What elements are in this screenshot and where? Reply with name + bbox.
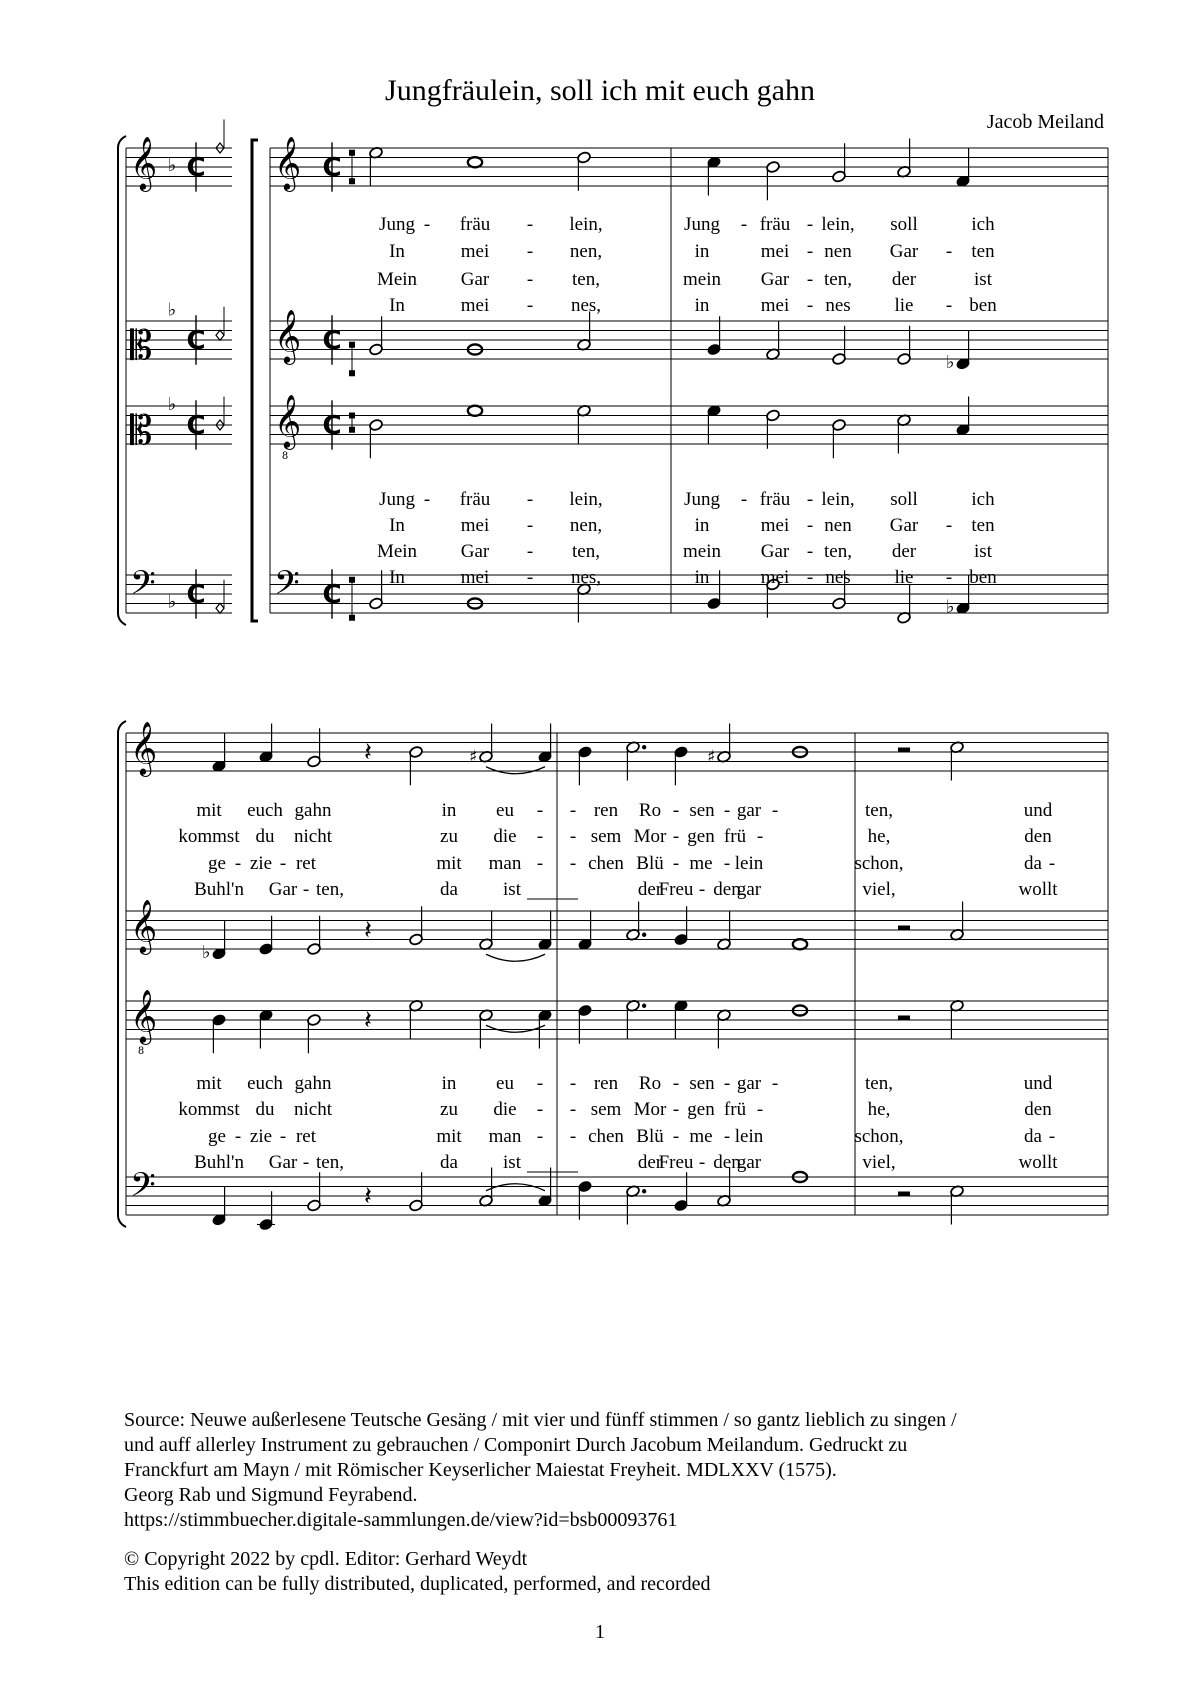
lyric-hyphen: -	[698, 879, 706, 900]
cut-time-icon: C	[186, 411, 206, 442]
lyric-syllable: ren	[593, 1073, 619, 1094]
quarter-rest-icon: 𝄽	[364, 1181, 372, 1212]
treble-8-clef-icon: 𝄞	[130, 988, 158, 1043]
lyric-syllable: frü	[723, 1099, 747, 1120]
lyric-hyphen: -	[536, 800, 544, 821]
incipit-breve	[216, 603, 224, 613]
lyric-syllable: da	[440, 1152, 458, 1173]
lyric-syllable: ist	[974, 269, 992, 290]
lyric-syllable: man	[488, 853, 522, 874]
system-bracket	[252, 140, 258, 621]
lyric-syllable: ben	[969, 567, 997, 588]
lyric-syllable: nen,	[569, 241, 603, 262]
lyric-syllable: sem	[590, 826, 622, 847]
lyric-syllable: euch	[247, 800, 283, 821]
range-note	[349, 342, 355, 348]
lyric-hyphen: -	[672, 1099, 680, 1120]
lyric-syllable: kommst	[178, 1099, 240, 1120]
source-line: Franckfurt am Mayn / mit Römischer Keyserlicher Maiestat Freyheit. MDLXXV (1575).	[124, 1459, 837, 1481]
lyric-syllable: ret	[295, 1126, 317, 1147]
lyric-syllable: mei	[760, 515, 790, 536]
lyric-syllable: In	[389, 515, 405, 536]
lyric-syllable: ich	[971, 214, 995, 235]
lyric-syllable: Ro	[638, 800, 662, 821]
cut-time-icon: C	[322, 411, 342, 442]
title: Jungfräulein, soll ich mit euch gahn	[385, 74, 815, 107]
lyric-syllable: ten,	[865, 800, 893, 821]
lyric-syllable: Mein	[376, 541, 418, 562]
whole-note	[468, 157, 482, 167]
lyric-syllable: soll	[890, 214, 918, 235]
lyric-syllable: der	[637, 1152, 663, 1173]
source-line: Source: Neuwe außerlesene Teutsche Gesäng / mit vier und fünff stimmen / so gantz lieblich zu singen /	[124, 1409, 957, 1431]
lyric-syllable: lie	[894, 567, 914, 588]
lyric-syllable: mei	[460, 567, 490, 588]
lyric-hyphen: -	[806, 515, 814, 536]
lyric-syllable: ten,	[572, 541, 600, 562]
lyric-hyphen: -	[672, 1073, 680, 1094]
lyric-hyphen: -	[806, 541, 814, 562]
range-note	[349, 615, 355, 621]
lyric-hyphen: -	[672, 826, 680, 847]
lyric-syllable: ben	[969, 295, 997, 316]
lyric-syllable: soll	[890, 489, 918, 510]
lyric-hyphen: -	[806, 489, 814, 510]
lyric-syllable: in	[694, 567, 710, 588]
lyric-syllable: Gar	[760, 541, 790, 562]
lyric-syllable: ist	[503, 1152, 521, 1173]
lyric-hyphen: -	[806, 295, 814, 316]
lyric-syllable: lein	[734, 1126, 764, 1147]
lyric-syllable: nes,	[570, 567, 602, 588]
lyric-syllable: in	[694, 295, 710, 316]
range-note	[349, 427, 355, 433]
half-rest	[898, 748, 910, 753]
lyric-syllable: frü	[723, 826, 747, 847]
lyric-hyphen: -	[771, 1073, 779, 1094]
lyric-syllable: me	[689, 1126, 713, 1147]
range-note	[349, 150, 355, 156]
range-note	[349, 413, 355, 419]
lyric-syllable: mein	[683, 269, 721, 290]
lyric-hyphen: -	[806, 567, 814, 588]
lyric-hyphen: -	[423, 489, 431, 510]
lyric-hyphen: -	[1048, 1126, 1056, 1147]
lyric-syllable: Ro	[638, 1073, 662, 1094]
tie	[486, 1025, 545, 1032]
flat-icon: ♭	[945, 596, 955, 618]
lyric-syllable: da	[1024, 1126, 1042, 1147]
half-rest	[898, 926, 910, 931]
lyric-syllable: fräu	[459, 214, 491, 235]
lyric-syllable: nen	[824, 241, 852, 262]
lyric-hyphen: -	[672, 1126, 680, 1147]
treble-clef-icon: 𝄞	[130, 720, 158, 775]
lyric-hyphen: -	[723, 1073, 731, 1094]
lyric-syllable: zie	[249, 1126, 273, 1147]
lyric-hyphen: -	[945, 567, 953, 588]
lyric-syllable: ge	[208, 1126, 226, 1147]
lyric-syllable: den	[1024, 826, 1052, 847]
lyric-syllable: ten,	[316, 879, 344, 900]
lyric-syllable: mei	[760, 241, 790, 262]
cut-time-icon: C	[186, 153, 206, 184]
source-line: Georg Rab und Sigmund Feyrabend.	[124, 1484, 418, 1506]
lyric-hyphen: -	[740, 489, 748, 510]
lyric-syllable: nicht	[294, 1099, 332, 1120]
lyric-syllable: eu	[496, 800, 514, 821]
lyric-syllable: die	[493, 826, 517, 847]
lyric-syllable: In	[389, 295, 405, 316]
lyric-syllable: mit	[436, 853, 462, 874]
incipit-breve	[216, 330, 224, 340]
lyric-syllable: gar	[736, 1073, 762, 1094]
lyric-syllable: du	[255, 826, 275, 847]
lyric-hyphen: -	[526, 541, 534, 562]
lyric-syllable: der	[891, 541, 917, 562]
lyric-syllable: mit	[196, 1073, 222, 1094]
lyric-syllable: he,	[867, 1099, 891, 1120]
lyric-syllable: ge	[208, 853, 226, 874]
dot	[642, 745, 646, 749]
lyric-syllable: lein,	[821, 489, 855, 510]
lyric-syllable: ten	[971, 241, 995, 262]
lyric-syllable: mei	[460, 295, 490, 316]
system-brace	[118, 136, 126, 625]
lyric-syllable: in	[694, 241, 710, 262]
cut-time-icon: C	[186, 326, 206, 357]
lyric-syllable: gahn	[294, 800, 332, 821]
composer: Jacob Meiland	[986, 111, 1104, 133]
source-line: und auff allerley Instrument zu gebrauchen / Componirt Durch Jacobum Meilandum. Gedruckt zu	[124, 1434, 908, 1456]
lyric-hyphen: -	[302, 1152, 310, 1173]
flat-icon: ♭	[167, 394, 177, 415]
treble-clef-icon: 𝄞	[130, 898, 158, 953]
sharp-icon: ♯	[707, 746, 716, 767]
lyric-hyphen: -	[569, 1073, 577, 1094]
source-notes	[124, 1408, 1124, 1597]
lyric-syllable: da	[1024, 853, 1042, 874]
lyric-syllable: gahn	[294, 1073, 332, 1094]
whole-note	[793, 939, 807, 949]
lyric-syllable: gar	[736, 879, 762, 900]
quarter-rest-icon: 𝄽	[364, 1005, 372, 1036]
lyric-hyphen: -	[698, 1152, 706, 1173]
lyric-syllable: lein	[734, 853, 764, 874]
lyric-syllable: Jung	[684, 214, 720, 235]
lyric-syllable: gar	[736, 1152, 762, 1173]
lyric-syllable: du	[255, 1099, 275, 1120]
lyric-syllable: zu	[440, 1099, 458, 1120]
treble-clef-icon: 𝄞	[130, 135, 158, 190]
lyric-hyphen: -	[526, 269, 534, 290]
lyric-syllable: fräu	[459, 489, 491, 510]
lyric-syllable: ten,	[824, 541, 852, 562]
lyric-syllable: ich	[971, 489, 995, 510]
lyric-syllable: euch	[247, 1073, 283, 1094]
lyric-hyphen: -	[569, 826, 577, 847]
lyric-hyphen: -	[740, 214, 748, 235]
lyric-syllable: mei	[460, 241, 490, 262]
lyric-syllable: Mor	[633, 826, 667, 847]
lyric-hyphen: -	[234, 1126, 242, 1147]
lyric-hyphen: -	[526, 489, 534, 510]
lyric-hyphen: -	[536, 826, 544, 847]
lyric-syllable: lein,	[569, 489, 603, 510]
flat-icon: ♭	[167, 155, 177, 176]
dot	[642, 933, 646, 937]
lyric-hyphen: -	[279, 853, 287, 874]
cut-time-icon: C	[186, 580, 206, 611]
lyric-hyphen: -	[756, 826, 764, 847]
lyric-hyphen: -	[536, 853, 544, 874]
lyric-syllable: ist	[974, 541, 992, 562]
lyric-syllable: fräu	[759, 489, 791, 510]
lyric-syllable: nes	[825, 567, 851, 588]
lyric-hyphen: -	[1048, 853, 1056, 874]
lyric-syllable: gen	[687, 826, 715, 847]
lyric-syllable: In	[389, 241, 405, 262]
range-note	[349, 370, 355, 376]
lyric-hyphen: -	[672, 853, 680, 874]
lyric-syllable: wollt	[1018, 879, 1058, 900]
lyric-hyphen: -	[806, 269, 814, 290]
lyric-syllable: chen	[588, 853, 624, 874]
cut-time-icon: C	[322, 153, 342, 184]
lyric-hyphen: -	[723, 1126, 731, 1147]
lyric-syllable: der	[891, 269, 917, 290]
lyric-syllable: Mor	[633, 1099, 667, 1120]
lyric-syllable: Gar	[460, 541, 490, 562]
lyric-hyphen: -	[279, 1126, 287, 1147]
lyric-syllable: und	[1023, 1073, 1053, 1094]
lyric-syllable: sen	[689, 1073, 715, 1094]
tie	[486, 1184, 545, 1191]
lyric-syllable: In	[389, 567, 405, 588]
lyric-syllable: nen,	[569, 515, 603, 536]
lyric-syllable: fräu	[759, 214, 791, 235]
dot	[642, 1189, 646, 1193]
flat-icon: ♭	[167, 299, 177, 321]
octave-mark: 8	[281, 451, 289, 463]
c-clef-icon: 𝄡	[130, 323, 153, 369]
lyric-syllable: Gar	[460, 269, 490, 290]
lyric-syllable: Freu	[658, 879, 694, 900]
lyric-syllable: he,	[867, 826, 891, 847]
lyric-syllable: die	[493, 1099, 517, 1120]
dot	[642, 1004, 646, 1008]
bass-clef-icon: 𝄢	[130, 1166, 156, 1213]
lyric-hyphen: -	[526, 515, 534, 536]
lyric-syllable: nicht	[294, 826, 332, 847]
lyric-syllable: ren	[593, 800, 619, 821]
cut-time-icon: C	[322, 326, 342, 357]
lyric-syllable: ten,	[316, 1152, 344, 1173]
lyric-syllable: Gar	[889, 241, 919, 262]
lyric-syllable: me	[689, 853, 713, 874]
lyric-syllable: ten,	[572, 269, 600, 290]
quarter-rest-icon: 𝄽	[364, 915, 372, 946]
lyric-hyphen: -	[234, 853, 242, 874]
range-note	[349, 178, 355, 184]
lyric-syllable: der	[637, 879, 663, 900]
lyric-syllable: mei	[760, 567, 790, 588]
lyric-syllable: mein	[683, 541, 721, 562]
lyric-hyphen: -	[569, 800, 577, 821]
half-rest	[898, 1016, 910, 1021]
c-clef-icon: 𝄡	[130, 408, 153, 454]
lyric-syllable: mit	[436, 1126, 462, 1147]
whole-note	[468, 406, 482, 416]
lyric-hyphen: -	[945, 295, 953, 316]
lyric-syllable: Gar	[268, 1152, 298, 1173]
quarter-rest-icon: 𝄽	[364, 737, 372, 768]
lyric-hyphen: -	[526, 214, 534, 235]
lyric-syllable: und	[1023, 800, 1053, 821]
lyric-syllable: lie	[894, 295, 914, 316]
lyric-syllable: Gar	[760, 269, 790, 290]
lyric-hyphen: -	[526, 241, 534, 262]
lyric-syllable: in	[441, 1073, 457, 1094]
lyric-hyphen: -	[806, 214, 814, 235]
copyright-line: This edition can be fully distributed, duplicated, performed, and recorded	[124, 1573, 711, 1595]
treble-clef-icon: 𝄞	[274, 308, 302, 363]
range-note	[349, 577, 355, 583]
lyric-syllable: man	[488, 1126, 522, 1147]
lyric-syllable: Buhl'n	[194, 879, 244, 900]
lyric-hyphen: -	[536, 1126, 544, 1147]
lyric-syllable: sem	[590, 1099, 622, 1120]
lyric-syllable: Gar	[268, 879, 298, 900]
lyric-hyphen: -	[945, 515, 953, 536]
lyric-syllable: kommst	[178, 826, 240, 847]
system-brace	[118, 721, 126, 1227]
lyric-syllable: den	[713, 1152, 741, 1173]
lyric-syllable: zie	[249, 853, 273, 874]
lyric-syllable: nes	[825, 295, 851, 316]
lyric-syllable: mei	[460, 515, 490, 536]
sharp-icon: ♯	[469, 746, 478, 767]
lyric-syllable: chen	[588, 1126, 624, 1147]
lyric-syllable: Buhl'n	[194, 1152, 244, 1173]
lyric-syllable: ten,	[824, 269, 852, 290]
lyric-syllable: ret	[295, 853, 317, 874]
lyric-hyphen: -	[771, 800, 779, 821]
lyric-syllable: gar	[736, 800, 762, 821]
lyric-syllable: nen	[824, 515, 852, 536]
lyric-syllable: in	[441, 800, 457, 821]
lyric-syllable: schon,	[854, 853, 904, 874]
bass-clef-icon: 𝄢	[274, 564, 300, 611]
tie	[486, 767, 545, 774]
lyric-syllable: in	[694, 515, 710, 536]
lyric-hyphen: -	[723, 853, 731, 874]
bass-clef-icon: 𝄢	[130, 564, 156, 611]
lyric-syllable: den	[713, 879, 741, 900]
lyric-syllable: schon,	[854, 1126, 904, 1147]
lyric-hyphen: -	[302, 879, 310, 900]
lyric-syllable: viel,	[862, 879, 896, 900]
flat-icon: ♭	[167, 591, 177, 613]
lyric-syllable: lein,	[821, 214, 855, 235]
lyric-syllable: da	[440, 879, 458, 900]
lyric-syllable: ten,	[865, 1073, 893, 1094]
lyric-syllable: Mein	[376, 269, 418, 290]
lyric-hyphen: -	[723, 800, 731, 821]
lyric-syllable: gen	[687, 1099, 715, 1120]
copyright-line: © Copyright 2022 by cpdl. Editor: Gerhard Weydt	[124, 1548, 528, 1570]
lyric-hyphen: -	[526, 567, 534, 588]
lyric-hyphen: -	[672, 800, 680, 821]
lyric-syllable: ten	[971, 515, 995, 536]
lyric-hyphen: -	[536, 1099, 544, 1120]
lyric-hyphen: -	[536, 1073, 544, 1094]
lyric-syllable: den	[1024, 1099, 1052, 1120]
treble-8-clef-icon: 𝄞	[274, 393, 302, 448]
lyric-syllable: Jung	[684, 489, 720, 510]
lyric-syllable: ist	[503, 879, 521, 900]
lyric-hyphen: -	[423, 214, 431, 235]
half-rest	[898, 1192, 910, 1197]
lyric-syllable: Blü	[636, 1126, 664, 1147]
lyric-hyphen: -	[945, 241, 953, 262]
octave-mark: 8	[137, 1046, 145, 1058]
flat-icon: ♭	[945, 351, 955, 373]
lyric-syllable: Jung	[379, 489, 415, 510]
lyric-hyphen: -	[569, 1126, 577, 1147]
source-line: https://stimmbuecher.digitale-sammlungen.de/view?id=bsb00093761	[124, 1509, 678, 1531]
lyric-hyphen: -	[569, 1099, 577, 1120]
lyric-hyphen: -	[526, 295, 534, 316]
lyric-syllable: Freu	[658, 1152, 694, 1173]
lyric-syllable: wollt	[1018, 1152, 1058, 1173]
lyric-hyphen: -	[806, 241, 814, 262]
lyric-syllable: Gar	[889, 515, 919, 536]
lyric-syllable: lein,	[569, 214, 603, 235]
treble-clef-icon: 𝄞	[274, 135, 302, 190]
lyric-syllable: nes,	[570, 295, 602, 316]
page-number: 1	[595, 1621, 605, 1643]
cut-time-icon: C	[322, 580, 342, 611]
lyric-syllable: mei	[760, 295, 790, 316]
lyric-hyphen: -	[756, 1099, 764, 1120]
lyric-syllable: mit	[196, 800, 222, 821]
lyric-syllable: zu	[440, 826, 458, 847]
lyric-syllable: sen	[689, 800, 715, 821]
lyric-syllable: viel,	[862, 1152, 896, 1173]
lyric-syllable: Jung	[379, 214, 415, 235]
lyric-syllable: Blü	[636, 853, 664, 874]
lyric-syllable: eu	[496, 1073, 514, 1094]
flat-icon: ♭	[201, 941, 211, 963]
lyric-hyphen: -	[569, 853, 577, 874]
tie	[486, 954, 545, 961]
